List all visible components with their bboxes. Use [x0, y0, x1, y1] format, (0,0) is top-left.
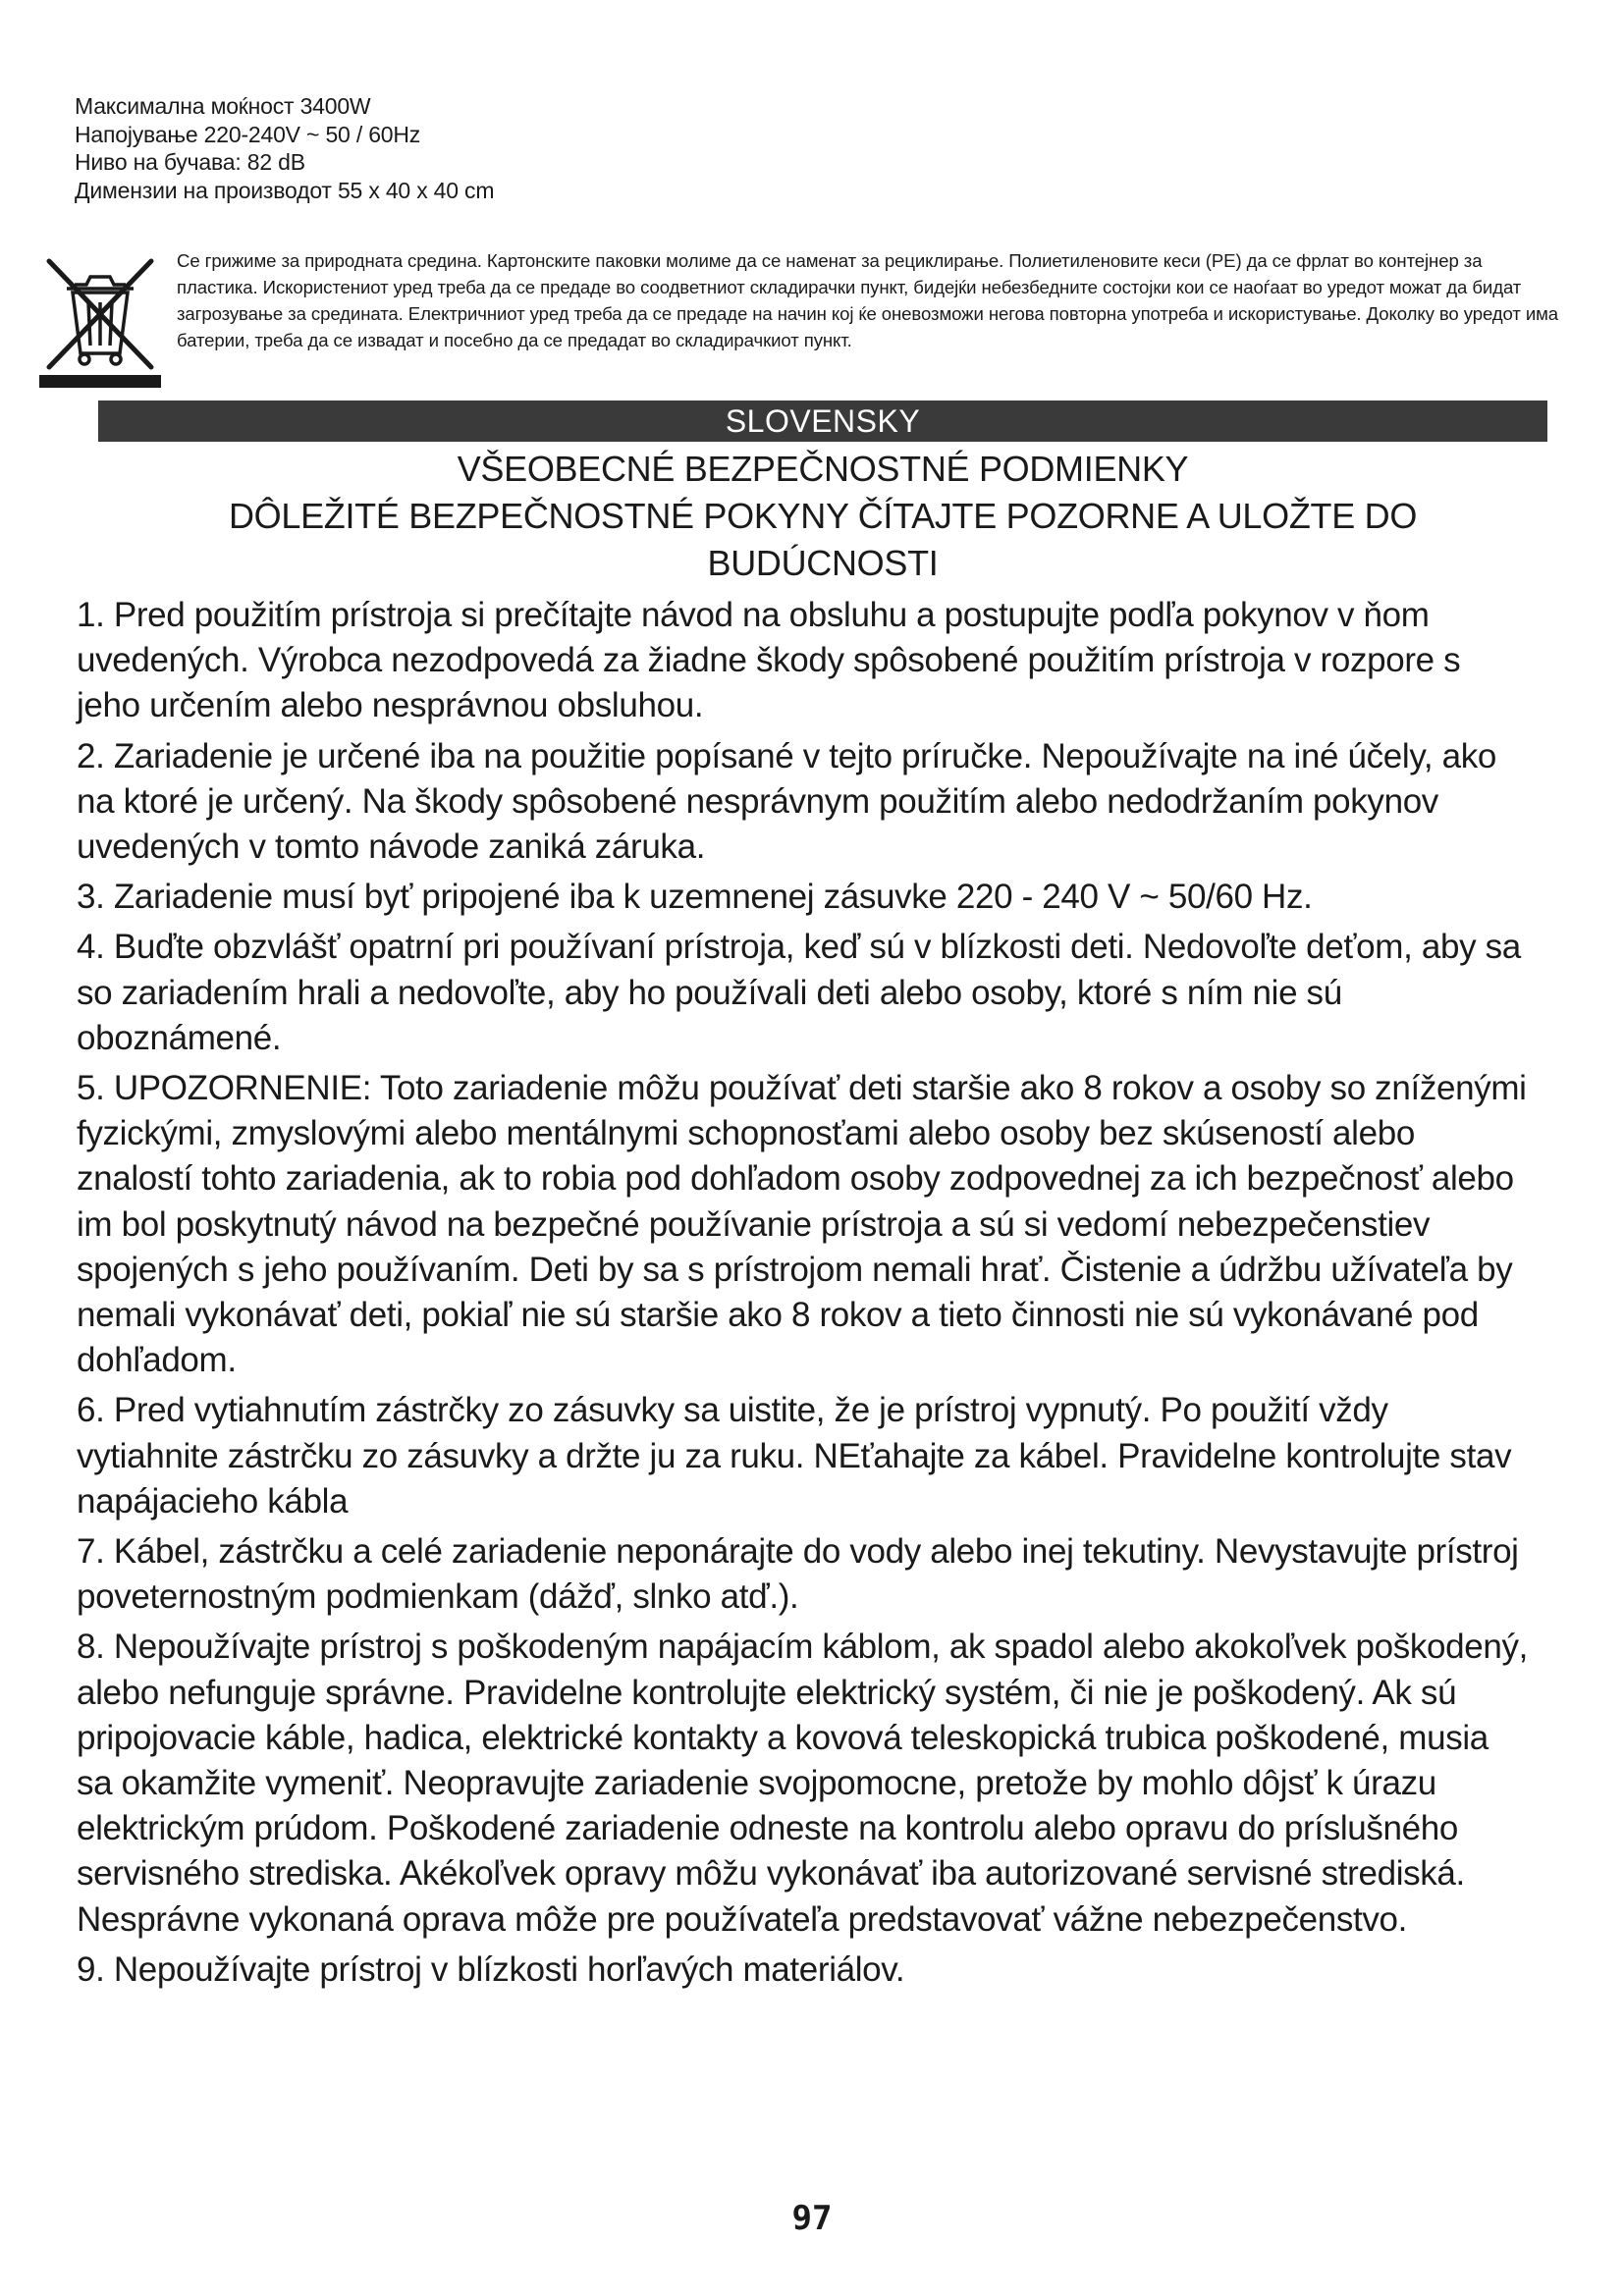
instruction-item: 7. Kábel, zástrčku a celé zariadenie neponárajte do vody alebo inej tekutiny. Nevystavujte prístroj poveternostným podmienkam (dážď, slnko atď.). [77, 1532, 1519, 1617]
crossed-out-wheelie-bin-icon [37, 251, 163, 389]
spec-dimensions: Димензии на производот 55 x 40 x 40 cm [75, 177, 495, 203]
instruction-item: 1. Pred použitím prístroja si prečítajte návod na obsluhu a postupujte podľa pokynov v ňom uvedených. Výrobca nezodpovedá za žiadne škody spôsobené použitím prístroja v rozpore s jeho určením alebo nesprávnou obsluhou. [77, 596, 1461, 725]
heading-important-instructions: DÔLEŽITÉ BEZPEČNOSTNÉ POKYNY ČÍTAJTE POZORNE A ULOŽTE DO BUDÚCNOSTI [228, 496, 1418, 583]
heading-general-safety: VŠEOBECNÉ BEZPEČNOSTNÉ PODMIENKY [457, 449, 1189, 489]
instructions-list [77, 593, 1569, 1998]
instruction-item: 9. Nepoužívajte prístroj v blízkosti horľavých materiálov. [77, 1949, 905, 1989]
section-headings [98, 446, 1547, 587]
disposal-notice: Се грижиме за природната средина. Картонските паковки молиме да се наменат за рециклирање. Полиетиленовите кеси (PE) да се фрлат во контејнер за пластика. Искористениот уред треба да се предаде во соодветниот складирачки пункт, бидејќи небезбедните состојки кои се наоѓаат во уредот можат да бидат загрозување за средината. Електричниот уред треба да се предаде на начин кој ќе оневозможи негова повторна употреба и искористување. Доколку во уредот има батерии, треба да се извадат и посебно да се предадат во складирачкиот пункт. [177, 250, 1559, 350]
instruction-item: 8. Nepoužívajte prístroj s poškodeným napájacím káblom, ak spadol alebo akokoľvek poškodený, alebo nefunguje správne. Pravidelne kontrolujte elektrický systém, či nie je poškodený. Ak sú pripojovacie káble, hadica, elektrické kontakty a kovová teleskopická trubica poškodené, musia sa okamžite vymeniť. Neopravujte zariadenie svojpomocne, pretože by mohlo dôjsť k úrazu elektrickým prúdom. Poškodené zariadenie odneste na kontrolu alebo opravu do príslušného servisného strediska. Akékoľvek opravy môžu vykonávať iba autorizované servisné strediská. Nesprávne vykonaná oprava môže pre používateľa predstavovať vážne nebezpečenstvo. [77, 1628, 1529, 1939]
instruction-item: 2. Zariadenie je určené iba na použitie popísané v tejto príručke. Nepoužívajte na iné účely, ako na ktoré je určený. Na škody spôsobené nesprávnym použitím alebo nedodržaním pokynov uvedených v tomto návode zaniká záruka. [77, 736, 1497, 867]
instruction-item: 4. Buďte obzvlášť opatrní pri používaní prístroja, keď sú v blízkosti deti. Nedovoľte deťom, aby sa so zariadením hrali a nedovoľte, aby ho používali deti alebo osoby, ktoré s ním nie sú oboznámené. [77, 928, 1521, 1057]
instruction-item: 3. Zariadenie musí byť pripojené iba k uzemnenej zásuvke 220 - 240 V ~ 50/60 Hz. [77, 878, 1313, 917]
instruction-item: 6. Pred vytiahnutím zástrčky zo zásuvky sa uistite, že je prístroj vypnutý. Po použití vždy vytiahnite zástrčku zo zásuvky a držte ju za ruku. NEťahajte za kábel. Pravidelne kontrolujte stav napájacieho kábla [77, 1391, 1512, 1521]
language-banner: SLOVENSKY [98, 400, 1547, 442]
spec-noise: Ниво на бучава: 82 dB [75, 149, 305, 175]
specifications [75, 92, 762, 204]
page-number: 97 [791, 2199, 833, 2238]
spec-power: Максимална моќност 3400W [75, 93, 371, 119]
instruction-item: 5. UPOZORNENIE: Toto zariadenie môžu používať deti staršie ako 8 rokov a osoby so zníženými fyzickými, zmyslovými alebo mentálnymi schopnosťami alebo osoby bez skúseností alebo znalostí tohto zariadenia, ak to robia pod dohľadom osoby zodpovednej za ich bezpečnosť alebo im bol poskytnutý návod na bezpečné používanie prístroja a sú si vedomí nebezpečenstiev spojených s jeho používaním. Deti by sa s prístrojom nemali hrať. Čistenie a údržbu užívateľa by nemali vykonávať deti, pokiaľ nie sú staršie ako 8 rokov a tieto činnosti nie sú vykonávané pod dohľadom. [77, 1069, 1527, 1380]
spec-supply: Напојување 220-240V ~ 50 / 60Hz [75, 121, 421, 147]
